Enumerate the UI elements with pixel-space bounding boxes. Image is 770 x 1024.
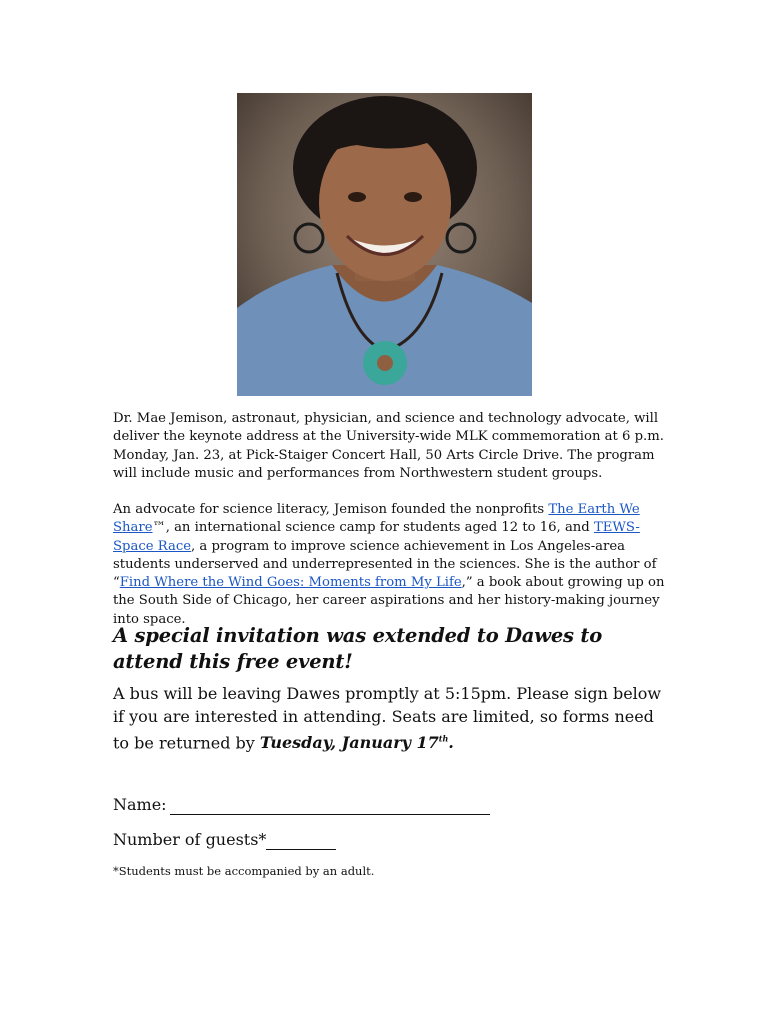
date-suffix: th [438, 734, 449, 744]
advocate-text-3: , a program to improve science achievement in Los Angeles-area students underserved and underrepresented in the sciences. She is the author of “ [113, 538, 657, 591]
advocate-text-2: ™, an international science camp for students aged 12 to 16, and [152, 520, 594, 536]
portrait-illustration [237, 93, 532, 396]
footnote: *Students must be accompanied by an adult. [113, 864, 375, 878]
guests-row [113, 830, 336, 850]
name-label: Name: [113, 795, 167, 814]
return-date-text: Tuesday, January 17 [259, 733, 439, 753]
bus-paragraph [113, 683, 673, 755]
advocate-text-4: ,” a book about growing up on the South Side of Chicago, her career aspirations and her history-making journey into space. [113, 575, 665, 627]
advocate-text-1: An advocate for science literacy, Jemison founded the nonprofits [113, 502, 549, 517]
bus-text: A bus will be leaving Dawes promptly at 5:15pm. Please sign below if you are interested in attending. Seats are limited, so forms need to be returned by [113, 684, 662, 753]
earth-we-share-link[interactable]: The Earth We Share [113, 502, 640, 536]
portrait-photo [237, 93, 532, 396]
invitation-heading: A special invitation was extended to Dawes to attend this free event! [113, 624, 603, 673]
book-title-link[interactable]: Find Where the Wind Goes: Moments from My Life [119, 575, 462, 591]
date-period: . [448, 733, 454, 753]
return-date [260, 733, 454, 752]
guests-field[interactable] [266, 834, 336, 850]
tews-space-race-link[interactable]: TEWS-Space Race [113, 520, 640, 554]
advocate-paragraph [113, 501, 673, 629]
name-row [113, 795, 490, 815]
intro-paragraph: Dr. Mae Jemison, astronaut, physician, and science and technology advocate, will deliver the keynote address at the University-wide MLK commemoration at 6 p.m. Monday, Jan. 23, at Pick-Staiger Concert Hall, 50 Arts Circle Drive. The program will include music and performances from Northwestern student groups. [113, 411, 664, 481]
guests-label: Number of guests* [113, 830, 267, 849]
name-field[interactable] [170, 799, 490, 815]
